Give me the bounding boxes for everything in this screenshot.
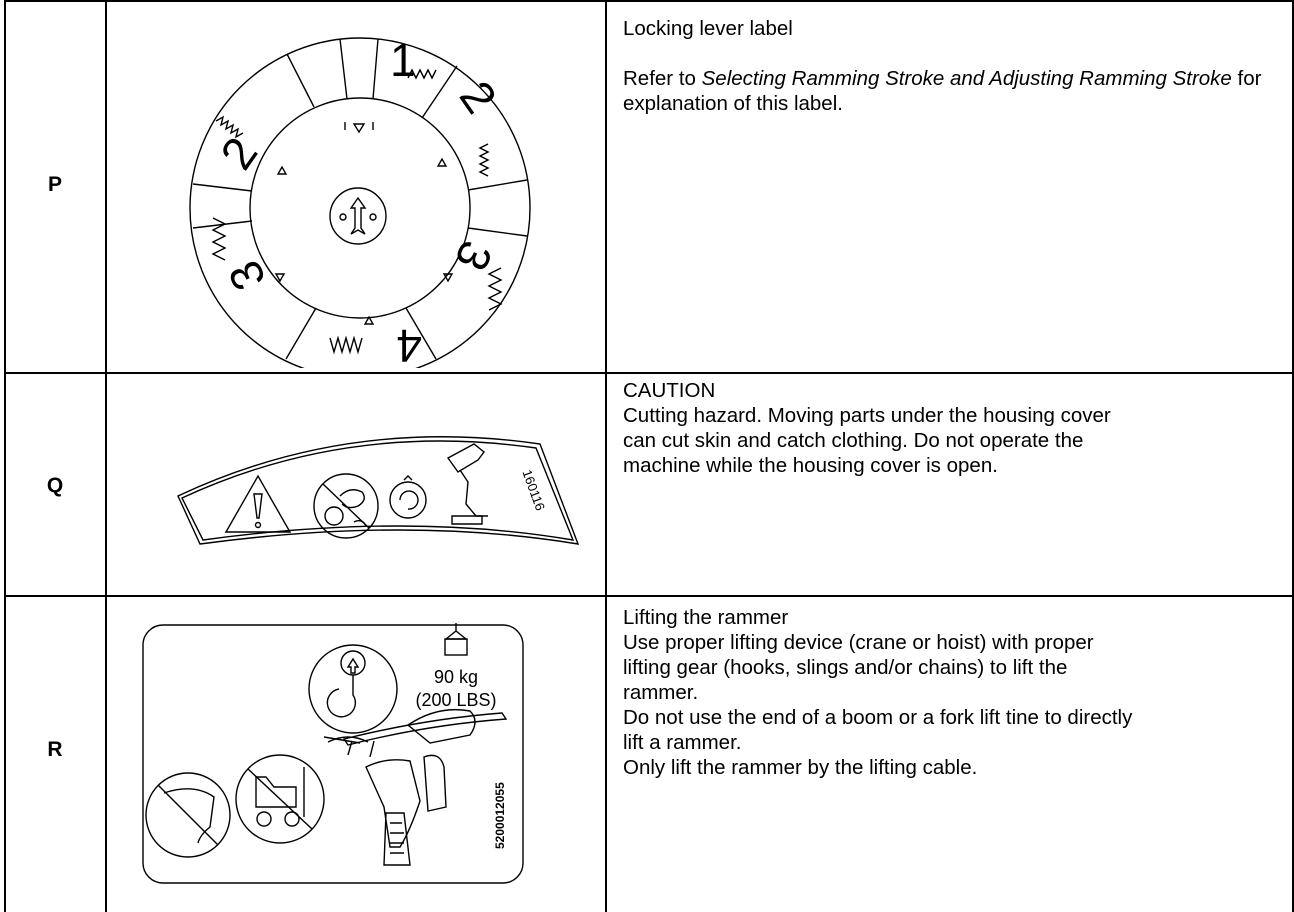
description-line: lifting gear (hooks, slings and/or chains) to lift the [623,656,1068,679]
label-title: Lifting the rammer [623,606,789,629]
row-description [623,16,1283,116]
description-line: machine while the housing cover is open. [623,454,998,477]
row-description [623,378,1283,478]
row-letter: P [47,173,62,196]
label-title: CAUTION [623,379,716,402]
weight-icon [446,631,466,639]
label-reference-text: Refer to Selecting Ramming Stroke and Adjusting Ramming Stroke for explanation of this label. [623,67,1262,115]
rammer-icon [448,444,484,472]
description-line: Cutting hazard. Moving parts under the housing cover [623,404,1111,427]
description-line: Only lift the rammer by the lifting cable. [623,756,978,779]
weight-lbs: (200 LBS) [415,690,497,710]
lifting-decal-graphic [108,617,608,897]
weight-kg: 90 kg [433,667,479,687]
table-row [4,597,1294,912]
description-line: rammer. [623,681,699,704]
label-title: Locking lever label [623,17,793,40]
warning-triangle-icon [226,476,290,532]
dial-number-2-right: 2 [449,71,508,123]
decal-code: 5200012055 [493,782,507,849]
cutting-hazard-decal-graphic [108,436,608,548]
dial-number-1: 1 [390,34,416,86]
row-letter: R [47,738,63,761]
description-line: Use proper lifting device (crane or hoist) with proper [623,631,1094,654]
description-line: Do not use the end of a boom or a fork lift tine to directly [623,706,1133,729]
dial-number-4: 4 [396,320,422,368]
row-letter: Q [46,474,64,497]
description-line: can cut skin and catch clothing. Do not operate the [623,429,1084,452]
dial-number-2-left: 2 [210,127,268,179]
table-row [4,374,1294,595]
reference-link-text: Selecting Ramming Stroke and Adjusting Ramming Stroke [701,67,1232,90]
row-description [623,605,1283,780]
dial-number-3-left: 3 [217,253,276,299]
rotation-icon [390,482,426,518]
table-row [4,0,1294,372]
dial-number-3-right: 3 [444,233,503,279]
locking-lever-dial-graphic [108,6,608,368]
decal-code: 160116 [519,467,548,513]
description-line: lift a rammer. [623,731,742,754]
